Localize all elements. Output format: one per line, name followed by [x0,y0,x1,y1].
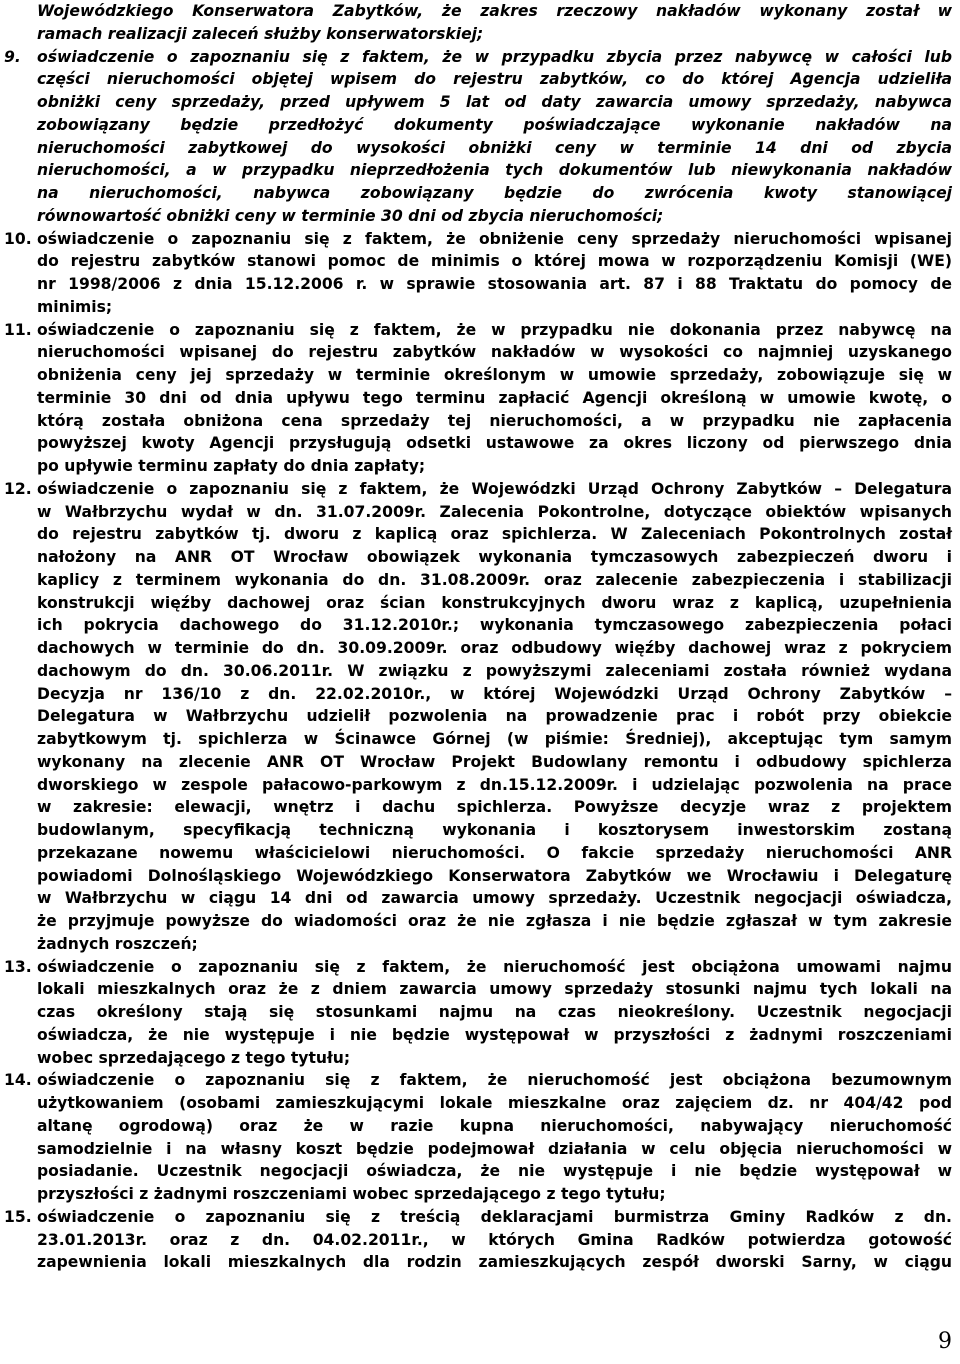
list-item-number: 12. [4,479,32,498]
text-line: konstrukcji więźby dachowej oraz ścian konstrukcyjnych dworu wraz z kaplicą, uzupełnienia [37,593,952,612]
text-line: do rejestru zabytków tj. dworu z kaplicą oraz spichlerza. W Zaleceniach Pokontrolnych został [37,525,952,544]
list-item-number: 9. [4,47,21,66]
text-line: w Wałbrzychu w ciągu 14 dni od zawarcia umowy sprzedaży. Uczestnik negocjacji oświadcza, [37,889,952,908]
text-line: oświadcza, że nie występuje i nie będzie występował w przyszłości z żadnymi roszczeniami [37,1025,952,1044]
list-item-number: 15. [4,1207,32,1226]
text-line: oświadczenie o zapoznaniu się z faktem, że w przypadku zbycia przez nabywcę w całości lub [37,47,952,66]
text-line: lokali mieszkalnych oraz że z dniem zawarcia umowy sprzedaży stosunki najmu tych lokali na [37,980,952,999]
text-line: oświadczenie o zapoznaniu się z faktem, że Wojewódzki Urząd Ochrony Zabytków – Delegatura [37,479,952,498]
text-line: samodzielnie i na własny koszt będzie podejmował działania w celu objęcia nieruchomości w [37,1139,952,1158]
text-line: użytkowaniem (osobami zamieszkującymi lokale mieszkalne oraz zajęciem dz. nr 404/42 pod [37,1094,952,1112]
text-line: nieruchomości, a w przypadku nieprzedłożenia tych dokumentów lub niewykonania nakładów [37,161,952,180]
text-line: oświadczenie o zapoznaniu się z faktem, że obniżenie ceny sprzedaży nieruchomości wpisanej [37,229,952,248]
text-line: terminie 30 dni od dnia upływu tego terminu zapłacić Agencji określoną w umowie kwotę, o [37,388,952,407]
list-item [0,228,960,319]
text-line: Decyzja nr 136/10 z dn. 22.02.2010r., w której Wojewódzki Urząd Ochrony Zabytków – [37,684,952,703]
list-item [0,46,960,228]
text-line: wobec sprzedającego z tego tytułu; [37,1048,351,1067]
text-line: czas określony stają się stosunkami najmu na czas nieokreślony. Uczestnik negocjacji [37,1003,952,1021]
list-item-number: 14. [4,1071,32,1090]
page-number: 9 [938,1329,952,1354]
text-line: na nieruchomości, nabywca zobowiązany będzie do zwrócenia kwoty stanowiącej [37,184,952,202]
text-line: posiadanie. Uczestnik negocjacji oświadcza, że nie występuje i nie będzie występował w [37,1162,952,1181]
text-line: Wojewódzkiego Konserwatora Zabytków, że zakres rzeczowy nakładów wykonany został w [37,2,952,20]
list-item [0,478,960,956]
list-item [0,0,960,46]
text-line: Delegatura w Wałbrzychu udzielił pozwolenia na prowadzenie prac i robót przy obiekcie [37,707,952,726]
text-line: obniżki ceny sprzedaży, przed upływem 5 lat od daty zawarcia umowy sprzedaży, nabywca [37,93,952,111]
text-line: w Wałbrzychu wydał w dn. 31.07.2009r. Zalecenia Pokontrolne, dotyczące obiektów wpisanych [37,502,952,521]
text-line: kaplicy z terminem wykonania do dn. 31.08.2009r. oraz zalecenie zabezpieczenia i stabilizacji [37,570,952,589]
text-line: budowlanym, specyfikacją techniczną wykonania i kosztorysem inwestorskim zostaną [37,821,952,839]
text-line: przyszłości z żadnymi roszczeniami wobec sprzedającego z tego tytułu; [37,1185,666,1203]
list-item-number: 11. [4,320,32,339]
text-line: 23.01.2013r. oraz z dn. 04.02.2011r., w których Gmina Radków potwierdza gotowość [37,1230,952,1249]
text-line: dachowych w terminie do dn. 30.09.2009r. oraz odbudowy więźby dachowej wraz z pokryciem [37,639,952,657]
text-line: po upływie terminu zapłaty do dnia zapłaty; [37,457,426,475]
text-line: nałożony na ANR OT Wrocław obowiązek wykonania tymczasowych zabezpieczeń dworu i [37,548,952,566]
text-line: minimis; [37,297,113,316]
text-line: nr 1998/2006 z dnia 15.12.2006 r. w sprawie stosowania art. 87 i 88 Traktatu do pomocy de [37,275,952,293]
text-line: nieruchomości zabytkowej do wysokości obniżki ceny w terminie 14 dni od zbycia [37,138,952,157]
text-line: równowartość obniżki ceny w terminie 30 dni od zbycia nieruchomości; [37,206,664,225]
text-line: którą została obniżona cena sprzedaży tej nieruchomości, a w przypadku nie zapłacenia [37,411,952,430]
text-line: w zakresie: elewacji, wnętrz i dachu spichlerza. Powyższe decyzje wraz z projektem [37,798,952,817]
list-item [0,956,960,1070]
text-line: oświadczenie o zapoznaniu się z faktem, że nieruchomość jest obciążona umowami najmu [37,957,952,976]
text-line: zobowiązany będzie przedłożyć dokumenty poświadczające wykonanie nakładów na [37,115,952,134]
text-line: części nieruchomości objętej wpisem do rejestru zabytków, co do której Agencja udzieliła [37,70,952,89]
list-item [0,1206,960,1274]
list-item-number: 10. [4,229,32,248]
text-line: do rejestru zabytków stanowi pomoc de minimis o której mowa w rozporządzeniu Komisji (WE) [37,252,952,271]
text-line: dworskiego w zespole pałacowo-parkowym z dn.15.12.2009r. i udzielając pozwolenia na prace [37,775,952,794]
text-line: ich pokrycia dachowego do 31.12.2010r.; wykonania tymczasowego zabezpieczenia połaci [37,616,952,635]
text-line: zapewnienia lokali mieszkalnych dla rodzin zamieszkujących zespół dworski Sarny, w ciągu [37,1253,952,1272]
text-line: przekazane nowemu właścicielowi nieruchomości. O fakcie sprzedaży nieruchomości ANR [37,843,952,862]
text-line: zabytkowym tj. spichlerza w Ścinawce Górnej (w piśmie: Średniej), akceptując tym samym [37,730,952,748]
text-line: ramach realizacji zaleceń służby konserwatorskiej; [37,24,484,43]
list-item-number: 13. [4,957,32,976]
text-line: nieruchomości wpisanej do rejestru zabytków nakładów w wysokości co najmniej uzyskanego [37,343,952,362]
list-item [0,1069,960,1206]
text-line: powyższej kwoty Agencji przysługują odsetki ustawowe za okres liczony od pierwszego dnia [37,434,952,453]
text-line: żadnych roszczeń; [37,934,198,953]
text-line: powiadomi Dolnośląskiego Wojewódzkiego Konserwatora Zabytków we Wrocławiu i Delegaturę [37,866,952,885]
text-line: oświadczenie o zapoznaniu się z treścią deklaracjami burmistrza Gminy Radków z dn. [37,1207,952,1226]
text-line: wykonany na zlecenie ANR OT Wrocław Projekt Budowlany remontu i odbudowy spichlerza [37,752,952,771]
text-line: oświadczenie o zapoznaniu się z faktem, że w przypadku nie dokonania przez nabywcę na [37,320,952,339]
text-line: altanę ogrodową) oraz że w razie kupna nieruchomości, nabywający nieruchomość [37,1116,952,1135]
text-line: oświadczenie o zapoznaniu się z faktem, że nieruchomość jest obciążona bezumownym [37,1071,952,1090]
text-line: dachowym do dn. 30.06.2011r. W związku z powyższymi zaleceniami została również wydana [37,661,952,680]
text-line: że przyjmuje powyższe do wiadomości oraz że nie zgłasza i nie będzie zgłaszał w tym zakresie [37,912,952,930]
text-line: obniżenia ceny jej sprzedaży w terminie określonym w umowie sprzedaży, zobowiązuje się w [37,366,952,384]
list-item [0,319,960,478]
